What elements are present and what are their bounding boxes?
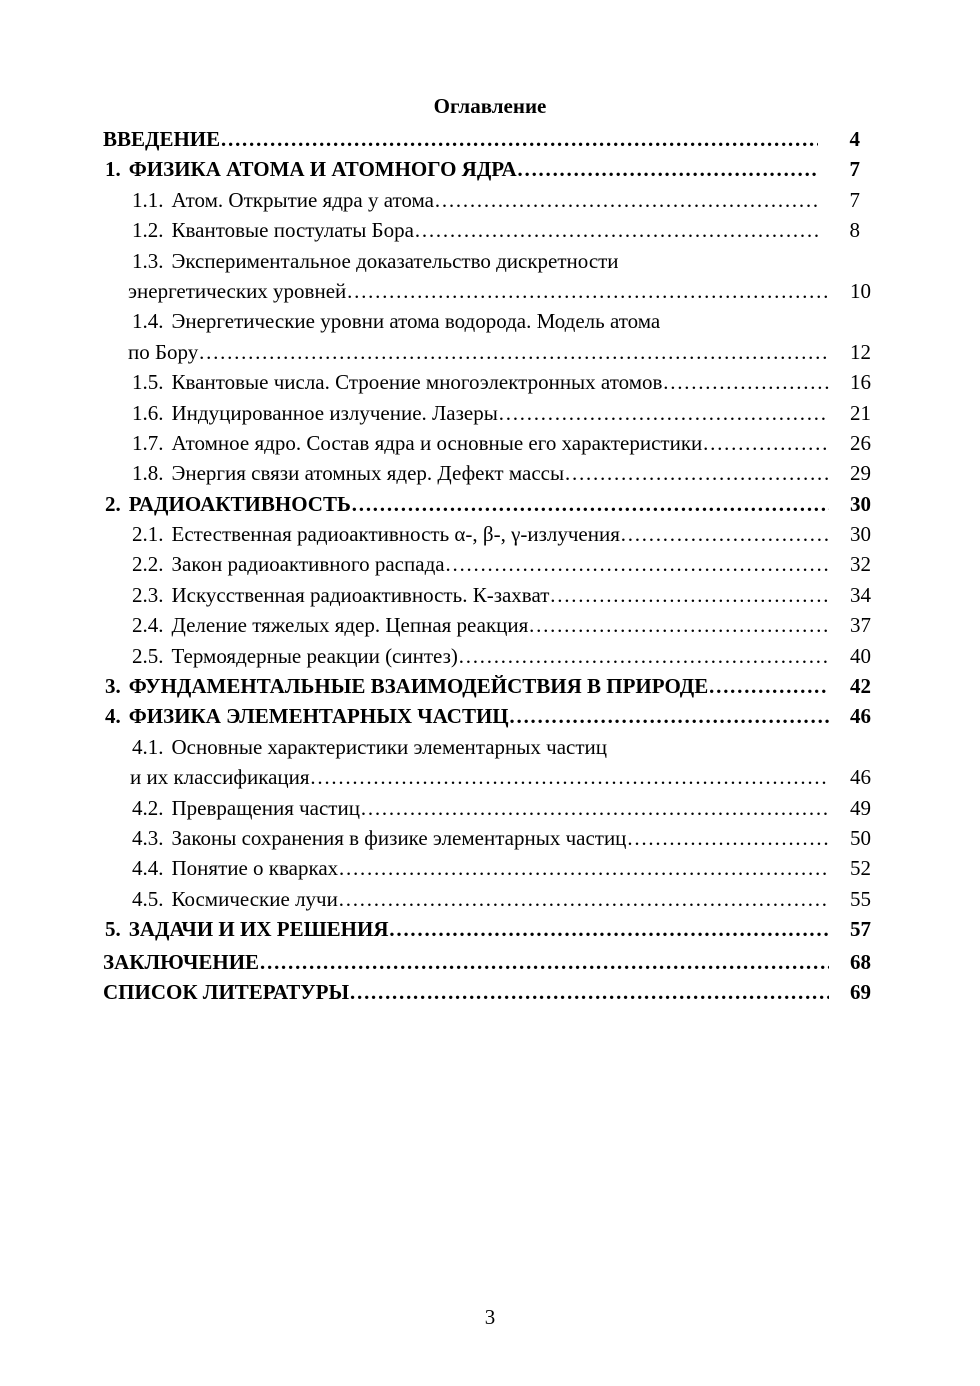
toc-page-number: 69 xyxy=(850,979,871,1004)
toc-entry-label: Экспериментальное доказательство дискретности xyxy=(171,248,619,273)
toc-page-number: 37 xyxy=(850,613,871,638)
toc-entry-number: 1.7. xyxy=(132,430,164,455)
toc-entry-number: 1.8. xyxy=(132,461,164,486)
toc-entry-chapter-4[interactable] xyxy=(103,701,873,731)
toc-entry-label: Деление тяжелых ядер. Цепная реакция xyxy=(171,613,529,638)
toc-entry-1-6[interactable] xyxy=(103,398,873,428)
toc-leader-dots xyxy=(528,610,829,640)
toc-entry-number: 4.4. xyxy=(132,856,164,881)
toc-entry-label: ФИЗИКА АТОМА И АТОМНОГО ЯДРА xyxy=(128,157,517,182)
toc-page-number: 21 xyxy=(850,400,871,425)
toc-page-number: 8 xyxy=(849,218,860,243)
toc-entry-1-3-line2[interactable] xyxy=(103,276,873,306)
toc-entry-2-3[interactable] xyxy=(103,580,873,610)
toc-leader-dots xyxy=(509,701,829,731)
toc-leader-dots xyxy=(517,154,818,184)
toc-entry-label: Превращения частиц xyxy=(171,795,360,820)
toc-leader-dots xyxy=(662,367,829,397)
toc-entry-label: СПИСОК ЛИТЕРАТУРЫ xyxy=(103,979,350,1004)
toc-leader-dots xyxy=(338,853,829,883)
toc-entry-number: 2. xyxy=(105,491,121,516)
toc-entry-number: 1.2. xyxy=(132,218,164,243)
toc-page-number: 42 xyxy=(850,674,871,699)
toc-entry-number: 1.4. xyxy=(132,309,164,334)
toc-entry-number: 1.5. xyxy=(132,370,164,395)
toc-entry-references[interactable] xyxy=(103,977,873,1007)
toc-entry-4-1-line2[interactable] xyxy=(103,762,873,792)
toc-page-number: 29 xyxy=(850,461,871,486)
toc-entry-label-continued: и их классификация xyxy=(130,765,310,790)
toc-leader-dots xyxy=(414,215,818,245)
toc-entry-4-4[interactable] xyxy=(103,853,873,883)
toc-page-number: 30 xyxy=(850,491,871,516)
toc-entry-label: Энергия связи атомных ядер. Дефект массы xyxy=(171,461,565,486)
toc-page-number: 57 xyxy=(850,917,871,942)
toc-leader-dots xyxy=(259,947,829,977)
toc-page-number: 7 xyxy=(849,187,860,212)
toc-entry-4-2[interactable] xyxy=(103,793,873,823)
toc-entry-number: 1.3. xyxy=(132,248,164,273)
toc-entry-1-4-line1[interactable] xyxy=(103,306,873,336)
toc-leader-dots xyxy=(220,124,818,154)
toc-page-number: 26 xyxy=(850,430,871,455)
toc-page-number: 32 xyxy=(850,552,871,577)
toc-leader-dots xyxy=(346,276,829,306)
toc-page-number: 30 xyxy=(850,522,871,547)
toc-entry-number: 2.1. xyxy=(132,522,164,547)
toc-leader-dots xyxy=(626,823,829,853)
toc-entry-label: РАДИОАКТИВНОСТЬ xyxy=(128,491,351,516)
toc-page-number: 12 xyxy=(850,339,871,364)
toc-page-number: 50 xyxy=(850,825,871,850)
toc-entry-1-5[interactable] xyxy=(103,367,873,397)
toc-entry-2-2[interactable] xyxy=(103,549,873,579)
toc-entry-chapter-2[interactable] xyxy=(103,489,873,519)
toc-entry-label: ВВЕДЕНИЕ xyxy=(103,127,221,151)
toc-entry-number: 1.1. xyxy=(132,187,164,212)
toc-leader-dots xyxy=(445,549,829,579)
toc-leader-dots xyxy=(389,914,830,944)
toc-leader-dots xyxy=(434,185,818,215)
toc-entry-label: Законы сохранения в физике элементарных частиц xyxy=(171,825,627,850)
toc-entry-label: Космические лучи xyxy=(171,886,338,911)
toc-entry-chapter-5[interactable] xyxy=(103,914,873,944)
toc-leader-dots xyxy=(549,580,829,610)
toc-entry-number: 4.2. xyxy=(132,795,164,820)
toc-page-number: 34 xyxy=(850,582,871,607)
toc-entry-label: Закон радиоактивного распада xyxy=(171,552,445,577)
toc-entry-label: ФИЗИКА ЭЛЕМЕНТАРНЫХ ЧАСТИЦ xyxy=(128,704,509,729)
toc-entry-label: ЗАКЛЮЧЕНИЕ xyxy=(103,949,260,974)
toc-page-number: 46 xyxy=(850,704,871,729)
toc-entry-conclusion[interactable] xyxy=(103,947,873,977)
toc-leader-dots xyxy=(349,977,829,1007)
toc-entry-1-1[interactable] xyxy=(103,185,873,215)
toc-entry-1-7[interactable] xyxy=(103,428,873,458)
toc-entry-number: 2.5. xyxy=(132,643,164,668)
toc-leader-dots xyxy=(338,884,829,914)
toc-entry-number: 4. xyxy=(105,704,121,729)
toc-entry-2-1[interactable] xyxy=(103,519,873,549)
toc-entry-label: Термоядерные реакции (синтез) xyxy=(171,643,458,668)
toc-page-number: 7 xyxy=(849,157,860,182)
toc-title: Оглавление xyxy=(433,94,547,118)
toc-entry-chapter-3[interactable] xyxy=(103,671,873,701)
toc-entry-label: Основные характеристики элементарных частиц xyxy=(171,734,608,759)
toc-entry-4-5[interactable] xyxy=(103,884,873,914)
toc-page-number: 49 xyxy=(850,795,871,820)
toc-entry-label: Квантовые постулаты Бора xyxy=(171,218,414,243)
toc-entry-chapter-1[interactable] xyxy=(103,154,873,184)
toc-entry-label-continued: энергетических уровней xyxy=(128,278,347,303)
toc-leader-dots xyxy=(498,398,829,428)
toc-entry-label: Атомное ядро. Состав ядра и основные его характеристики xyxy=(171,430,703,455)
toc-entry-4-3[interactable] xyxy=(103,823,873,853)
toc-entry-2-4[interactable] xyxy=(103,610,873,640)
toc-entry-1-2[interactable] xyxy=(103,215,873,245)
toc-leader-dots xyxy=(708,671,829,701)
toc-entry-number: 5. xyxy=(105,917,121,942)
toc-leader-dots xyxy=(360,793,829,823)
toc-entry-number: 3. xyxy=(105,674,121,699)
toc-page-number: 40 xyxy=(850,643,871,668)
page-number: 3 xyxy=(484,1305,496,1329)
toc-entry-label: Понятие о кварках xyxy=(171,856,339,881)
toc-entry-label: ЗАДАЧИ И ИХ РЕШЕНИЯ xyxy=(128,917,389,942)
toc-entry-label: Индуцированное излучение. Лазеры xyxy=(171,400,498,425)
toc-entry-introduction[interactable] xyxy=(103,124,873,154)
toc-page-number: 10 xyxy=(850,278,871,303)
toc-leader-dots xyxy=(458,641,829,671)
toc-entry-4-1-line1[interactable] xyxy=(103,732,873,762)
toc-entry-label: Квантовые числа. Строение многоэлектронных атомов xyxy=(171,370,663,395)
toc-entry-2-5[interactable] xyxy=(103,641,873,671)
toc-entry-number: 2.4. xyxy=(132,613,164,638)
toc-entry-label: Энергетические уровни атома водорода. Модель атома xyxy=(171,309,661,334)
toc-entry-number: 2.3. xyxy=(132,582,164,607)
toc-leader-dots xyxy=(310,762,829,792)
toc-entry-number: 1. xyxy=(105,157,121,182)
toc-page-number: 16 xyxy=(850,370,871,395)
toc-entry-label: Искусственная радиоактивность. К-захват xyxy=(171,582,550,607)
toc-entry-1-4-line2[interactable] xyxy=(103,337,873,367)
toc-page-number: 55 xyxy=(850,886,871,911)
toc-entry-1-8[interactable] xyxy=(103,458,873,488)
toc-leader-dots xyxy=(620,519,829,549)
toc-entry-label: ФУНДАМЕНТАЛЬНЫЕ ВЗАИМОДЕЙСТВИЯ В ПРИРОДЕ xyxy=(128,674,709,699)
toc-entry-1-3-line1[interactable] xyxy=(103,246,873,276)
toc-entry-number: 4.5. xyxy=(132,886,164,911)
toc-entry-number: 4.3. xyxy=(132,825,164,850)
toc-entry-number: 2.2. xyxy=(132,552,164,577)
toc-page-number: 68 xyxy=(850,949,871,974)
toc-entry-number: 4.1. xyxy=(132,734,164,759)
toc-entry-label: Атом. Открытие ядра у атома xyxy=(171,187,434,212)
toc-entry-number: 1.6. xyxy=(132,400,164,425)
toc-page-number: 52 xyxy=(850,856,871,881)
toc-entry-label-continued: по Бору xyxy=(128,339,199,364)
toc-leader-dots xyxy=(564,458,829,488)
table-of-contents xyxy=(103,124,873,1007)
toc-page-number: 46 xyxy=(850,765,871,790)
toc-entry-label: Естественная радиоактивность α-, β-, γ-излучения xyxy=(171,522,620,547)
toc-page-number: 4 xyxy=(849,127,860,151)
toc-leader-dots xyxy=(198,337,829,367)
toc-leader-dots xyxy=(351,489,829,519)
toc-leader-dots xyxy=(702,428,829,458)
